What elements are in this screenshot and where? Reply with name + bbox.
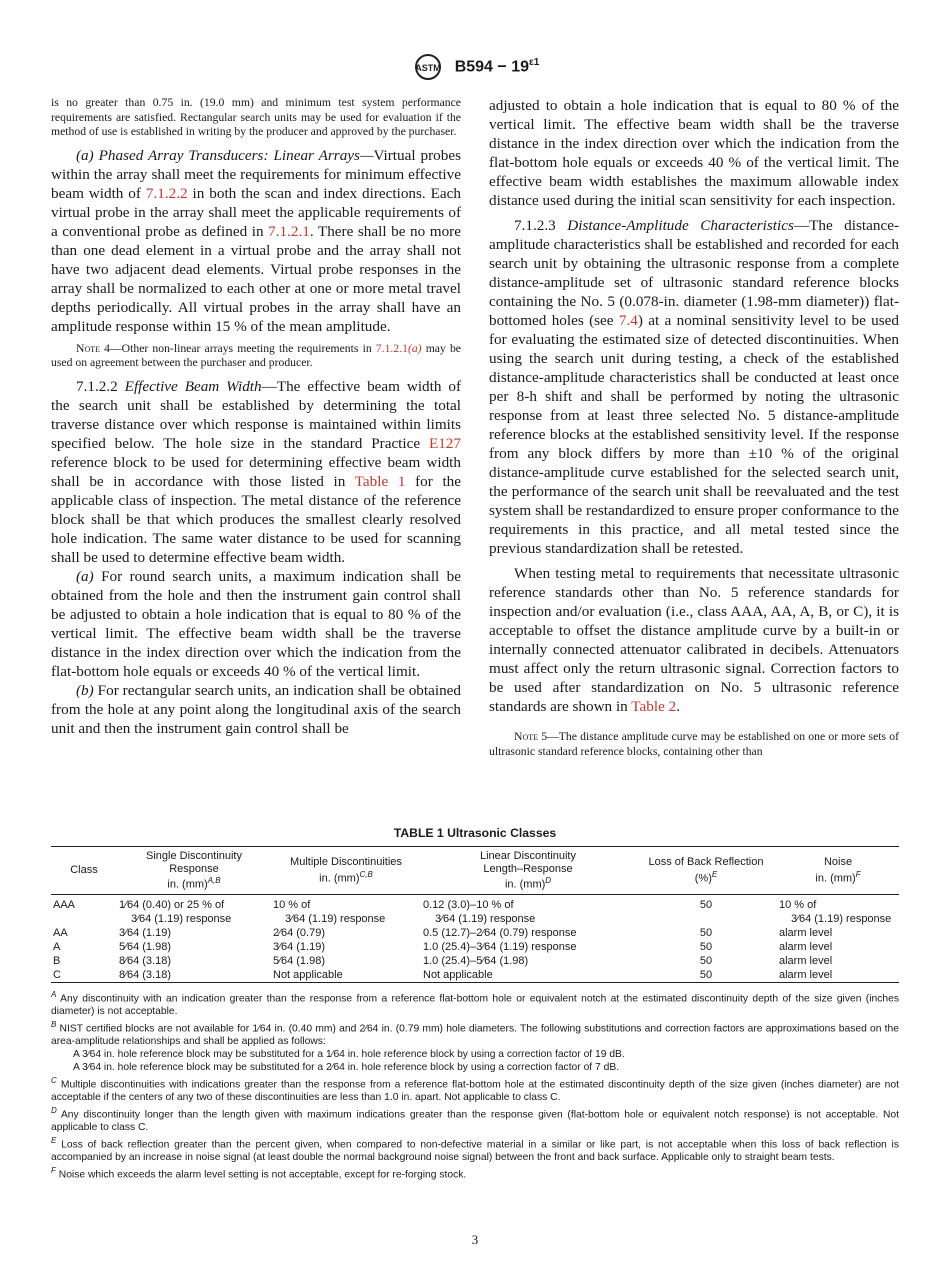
paragraph-phased-array: (a) Phased Array Transducers: Linear Arrays—Virtual probes within the array shall meet the requirements for minimum effective beam width of 7.1.2.2 in both the scan and index directions. Each virtual probe in the array shall meet the applicable requirements of a conventional probe as defined in 7.1.2.1. There shall be no more than one dead element in a virtual probe and the array shall not have two adjacent dead elements. Virtual probe responses in the array shall be normalized to each other at one or more metal travel depths periodically. All virtual probes in the array shall have an amplitude response within 15 % of the mean amplitude.	[51, 146, 461, 335]
header-linear: Linear Discontinuity Length–Response in. (mm)$^D$	[421, 847, 635, 895]
header-noise: Noise in. (mm)$^F$	[777, 847, 899, 895]
right-column	[489, 96, 899, 759]
cell-single: 1⁄64 (0.40) or 25 % of 3⁄64 (1.19) response	[119, 899, 232, 926]
section-7-1-2-2: 7.1.2.2 Effective Beam Width—The effective beam width of the search unit shall be established by determining the total traverse distance over which response is maintained within limits specified below. The hole size in the standard Practice E127 reference block to be used for determining effective beam width shall be in accordance with those listed in Table 1 for the applicable class of inspection. The metal distance of the reference block shall be that which produces the smallest clearly resolved hole indication. The same water distance to be used for scanning shall be used to determine effective beam width.	[51, 377, 462, 566]
cell-noise: 10 % of 3⁄64 (1.19) response	[779, 899, 892, 926]
header-multiple: Multiple Discontinuities in. (mm)$^{C,B}$	[271, 847, 421, 895]
cell-loss: 50	[699, 955, 713, 968]
ref-link-7-4[interactable]: 7.4	[618, 312, 638, 329]
footnote-b: $^B$ NIST certified blocks are not available for 1⁄64 in. (0.40 mm) and 2⁄64 in. (0.79 mm) hole diameters. The following substitutions and correction factors are approximations based on the area-amplitude relationships and shall be applied as follows:	[51, 1020, 899, 1048]
footnote-c: $^C$ Multiple discontinuities with indications greater than the response from a reference flat-bottom hole at the estimated discontinuity depth of the size given (inches diameter) are not acceptable if the centers of any two of these discontinuities are less than 1.0 in. apart. Not applicable to class C.	[51, 1075, 899, 1103]
paragraph-a: (a) For round search units, a maximum indication shall be obtained from the hole and then the instrument gain control shall be adjusted to obtain a hole indication that is equal to 80 % of the vertical limit. The effective beam width shall be the traverse distance in the index direction over which the indication from the flat-bottom hole equals or exceeds 40 % of the vertical limit.	[51, 567, 461, 680]
cell-noise: alarm level	[779, 941, 833, 954]
page-header	[0, 52, 950, 82]
header-loss: Loss of Back Reflection (%)$^E$	[635, 847, 777, 895]
footnote-f: $^F$ Noise which exceeds the alarm level setting is not acceptable, except for re-forging stock.	[51, 1165, 467, 1181]
cell-class: A	[53, 941, 61, 954]
table-header-row	[51, 847, 899, 895]
table-footnotes	[51, 989, 899, 1182]
cell-linear: 0.5 (12.7)–2⁄64 (0.79) response	[423, 927, 577, 940]
cell-linear: 1.0 (25.4)–5⁄64 (1.98)	[423, 955, 529, 968]
cell-noise: alarm level	[779, 955, 833, 968]
footnote-e: $^E$ Loss of back reflection greater than the percent given, when compared to non-defective material in a similar or like part, is not acceptable when this loss of back reflection is accompanied by an increase in noise signal (at least double the normal background noise signal) between the front and back surface. Applicable only to straight beam tests.	[51, 1135, 899, 1164]
footnote-b-item: A 3⁄64 in. hole reference block may be substituted for a 1⁄64 in. hole reference block by using a correction factor of 19 dB.	[73, 1049, 625, 1061]
ref-link-table-2[interactable]: Table 2	[631, 698, 677, 715]
note-4: Note 4—Other non-linear arrays meeting the requirements in 7.1.2.1(a) may be used on agreement between the purchaser and producer.	[51, 341, 461, 369]
edition-superscript: ε1	[528, 57, 540, 69]
ref-link-table-1[interactable]: Table 1	[354, 472, 406, 490]
cell-single: 5⁄64 (1.98)	[119, 941, 171, 954]
section-7-1-2-3: 7.1.2.3 Distance-Amplitude Characteristics—The distance-amplitude characteristics shall be established and recorded for each search unit by obtaining the ultrasonic response from a complete distance-amplitude set of ultrasonic standard reference blocks containing the No. 5 (0.078-in. diameter (1.98-mm diameter)) flat-bottomed holes (see 7.4) at a nominal sensitivity level to be used for evaluating the estimated size of detected discontinuities. When using the search unit during testing, a check of the established distance-amplitude characteristics shall be conducted at least once per 8-h shift and shall be performed by noting the ultrasonic response from at least three selected No. 5 distance-amplitude reference blocks at the established sensitivity level. If the response from any block differs by more than ±10 % of the original distance-amplitude curve established for the selected search unit, the performance of the search unit shall be reevaluated and the test system shall be restandardized to ensure proper conformance to the requirements in this practice, and all metal tested since the previous standardization shall be retested.	[489, 217, 900, 557]
table-row	[51, 895, 899, 927]
cell-loss: 50	[699, 899, 713, 912]
ref-link-7-1-2-2[interactable]: 7.1.2.2	[145, 184, 188, 202]
cell-loss: 50	[635, 968, 777, 983]
ref-link-7-1-2-1a[interactable]: 7.1.2.1(a)	[375, 341, 422, 355]
cell-multiple: 2⁄64 (0.79)	[273, 927, 325, 940]
ref-link-7-1-2-1[interactable]: 7.1.2.1	[268, 222, 310, 240]
cell-loss: 50	[699, 941, 713, 954]
cell-multiple: 5⁄64 (1.98)	[273, 955, 325, 968]
cell-single: 3⁄64 (1.19)	[119, 927, 171, 940]
footnote-a: $^A$ Any discontinuity with an indication greater than the response from a reference flat-bottom hole or equivalent notch at the estimated discontinuity depth of the size given (inches diameter) is not acceptable.	[51, 990, 899, 1018]
table-row	[51, 926, 899, 940]
table-title: TABLE 1 Ultrasonic Classes	[393, 826, 557, 840]
paragraph-b: (b) For rectangular search units, an indication shall be obtained from the hole at any point along the longitudinal axis of the search unit and then the instrument gain control shall be	[51, 681, 461, 737]
cell-class: AAA	[53, 899, 76, 912]
cell-loss: 50	[699, 927, 713, 940]
svg-text:ASTM: ASTM	[414, 63, 441, 73]
table-row	[51, 954, 899, 968]
cell-multiple: 10 % of 3⁄64 (1.19) response	[273, 899, 386, 926]
cell-linear: 1.0 (25.4)–3⁄64 (1.19) response	[423, 941, 577, 954]
table-1	[51, 826, 899, 1182]
header-single: Single Discontinuity Response in. (mm)$^{A,B}$	[117, 847, 271, 895]
page-number: 3	[471, 1232, 479, 1247]
footnote-b-item: A 3⁄64 in. hole reference block may be substituted for a 2⁄64 in. hole reference block by using a correction factor of 7 dB.	[73, 1061, 620, 1073]
cell-multiple: Not applicable	[271, 968, 421, 983]
paragraph: is no greater than 0.75 in. (19.0 mm) and minimum test system performance requirements are satisfied. Rectangular search units may be used for evaluation if the method of use is established in writing by the producer and approved by the purchaser.	[51, 96, 461, 138]
cell-class: B	[53, 955, 61, 968]
ref-link-e127[interactable]: E127	[428, 434, 461, 452]
cell-noise: alarm level	[779, 927, 833, 940]
cell-single: 8⁄64 (3.18)	[119, 955, 171, 968]
table-row	[51, 940, 899, 954]
cell-single: 8⁄64 (3.18)	[117, 968, 271, 983]
cell-linear: 0.12 (3.0)–10 % of 3⁄64 (1.19) response	[423, 899, 536, 926]
note-5: Note 5—The distance amplitude curve may be established on one or more sets of ultrasonic standard reference blocks, containing other than	[489, 730, 899, 758]
header-class: Class	[51, 847, 117, 895]
cell-class: AA	[53, 927, 68, 940]
ultrasonic-classes-table	[51, 846, 899, 983]
cell-noise: alarm level	[777, 968, 899, 983]
cell-class: C	[51, 968, 117, 983]
table-row	[51, 968, 899, 983]
paragraph-attenuators: When testing metal to requirements that necessitate ultrasonic reference standards other than No. 5 reference standards for inspection and/or evaluation (i.e., class AAA, AA, A, B, or C), it is acceptable to offset the distance amplitude curve by a built-in or internally connected attenuator calibrated in decibels. Attenuators must affect only the return ultrasonic signal. Correction factors to be used after standardization on No. 5 ultrasonic reference standards are shown in Table 2.	[489, 565, 899, 715]
left-column	[51, 96, 461, 738]
astm-logo-icon	[411, 52, 445, 82]
paragraph: adjusted to obtain a hole indication that is equal to 80 % of the vertical limit. The effective beam width shall be the traverse distance in the index direction over which the indication from the flat-bottom hole equals or exceeds 40 % of the vertical limit. The effective beam width establishes the maximum allowable index distance used during the initial scan sensitivity for each inspection.	[489, 97, 899, 209]
cell-linear: Not applicable	[421, 968, 635, 983]
footnote-d: $^D$ Any discontinuity longer than the length given with maximum indications greater than the response given (flat-bottom hole or equivalent notch response) is not acceptable. Not applicable to class C.	[51, 1105, 899, 1134]
standard-designation: $B594 - 19^{\varepsilon 1}$	[454, 57, 540, 76]
cell-multiple: 3⁄64 (1.19)	[273, 941, 325, 954]
